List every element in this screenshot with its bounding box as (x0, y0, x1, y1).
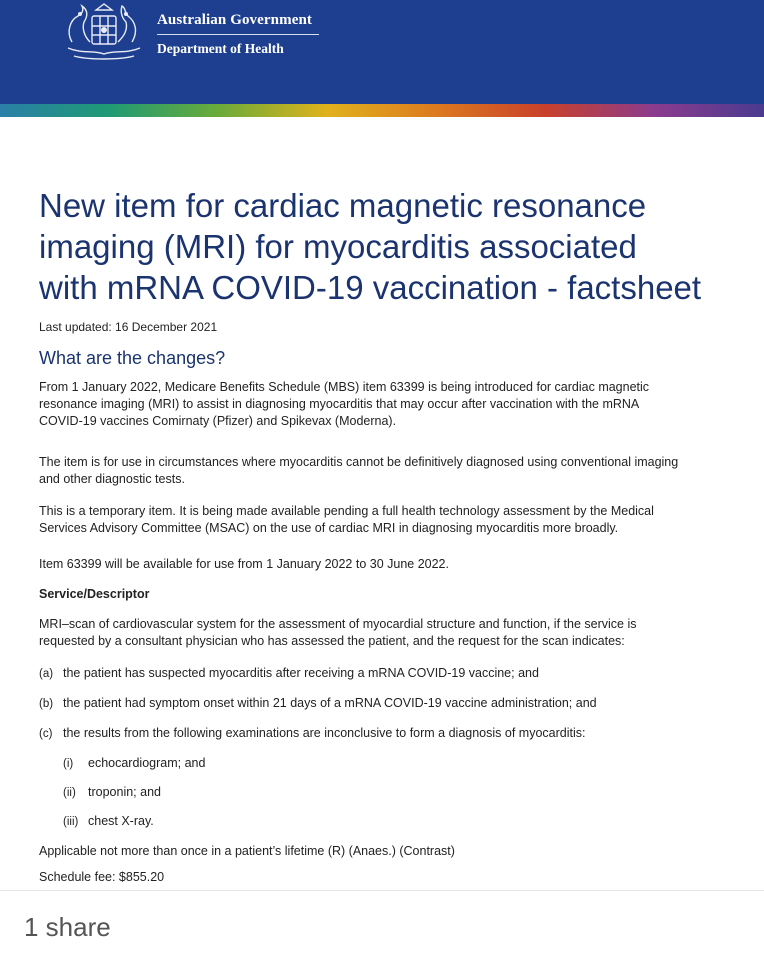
title-line: with mRNA COVID-19 vaccination - factsheet (39, 269, 702, 306)
title-line: imaging (MRI) for myocarditis associated (39, 228, 637, 265)
examination-item (63, 756, 205, 770)
colour-stripe (0, 104, 764, 117)
government-wordmark (157, 12, 319, 57)
page-edge-divider (0, 890, 764, 891)
text-line: Item 63399 will be available for use from 1 January 2022 to 30 June 2022. (39, 557, 449, 571)
section-heading: What are the changes? (39, 348, 226, 368)
service-heading: Service/Descriptor (39, 587, 150, 601)
examination-item (63, 814, 154, 828)
condition-item (39, 666, 539, 680)
last-updated: Last updated: 16 December 2021 (39, 320, 218, 334)
schedule-fee: Schedule fee: $855.20 (39, 870, 165, 884)
paragraph-temporary-item (39, 503, 739, 537)
condition-item (39, 696, 597, 710)
examination-marker: (i) (63, 758, 74, 770)
share-count[interactable]: 1 share (24, 912, 111, 942)
title-line: New item for cardiac magnetic resonance (39, 187, 647, 224)
condition-marker: (c) (39, 728, 53, 740)
examination-text: echocardiogram; and (88, 756, 206, 770)
text-line: COVID-19 vaccines Comirnaty (Pfizer) and Spikevax (Moderna). (39, 414, 397, 428)
government-header (0, 0, 764, 104)
condition-marker: (a) (39, 668, 54, 680)
condition-text: the patient has suspected myocarditis after receiving a mRNA COVID-19 vaccine; and (63, 666, 539, 680)
examination-text: chest X-ray. (88, 814, 154, 828)
factsheet-page (0, 117, 764, 890)
department-name: Department of Health (157, 41, 284, 56)
condition-text: the patient had symptom onset within 21 days of a mRNA COVID-19 vaccine administration; and (63, 696, 597, 710)
service-descriptor (39, 616, 739, 650)
condition-marker: (b) (39, 698, 54, 710)
factsheet-title (39, 185, 759, 308)
text-line: and other diagnostic tests. (39, 472, 185, 486)
text-line: MRI–scan of cardiovascular system for the assessment of myocardial structure and function, if the service is (39, 617, 637, 631)
org-name: Australian Government (157, 12, 313, 28)
text-line: The item is for use in circumstances where myocarditis cannot be definitively diagnosed using conventional imaging (39, 455, 679, 469)
text-line: requested by a consultant physician who has assessed the patient, and the request for the scan indicates: (39, 634, 625, 648)
condition-text: the results from the following examinations are inconclusive to form a diagnosis of myocarditis: (63, 726, 586, 740)
text-line: resonance imaging (MRI) to assist in diagnosing myocarditis that may occur after vaccination with the mRNA (39, 397, 640, 411)
examination-marker: (ii) (63, 787, 76, 799)
paragraph-introduction (39, 379, 739, 430)
examination-text: troponin; and (88, 785, 161, 799)
applicable-note: Applicable not more than once in a patient’s lifetime (R) (Anaes.) (Contrast) (39, 844, 455, 858)
text-line: Services Advisory Committee (MSAC) on the use of cardiac MRI in diagnosing myocarditis more broadly. (39, 521, 619, 535)
paragraph-availability (39, 556, 739, 573)
text-line: This is a temporary item. It is being made available pending a full health technology assessment by the Medical (39, 504, 654, 518)
paragraph-circumstances (39, 454, 739, 488)
wordmark-divider (157, 34, 319, 35)
coat-of-arms-icon (62, 2, 146, 62)
examination-marker: (iii) (63, 816, 79, 828)
condition-item (39, 726, 585, 740)
examination-item (63, 785, 161, 799)
text-line: From 1 January 2022, Medicare Benefits Schedule (MBS) item 63399 is being introduced for cardiac magnetic (39, 380, 650, 394)
